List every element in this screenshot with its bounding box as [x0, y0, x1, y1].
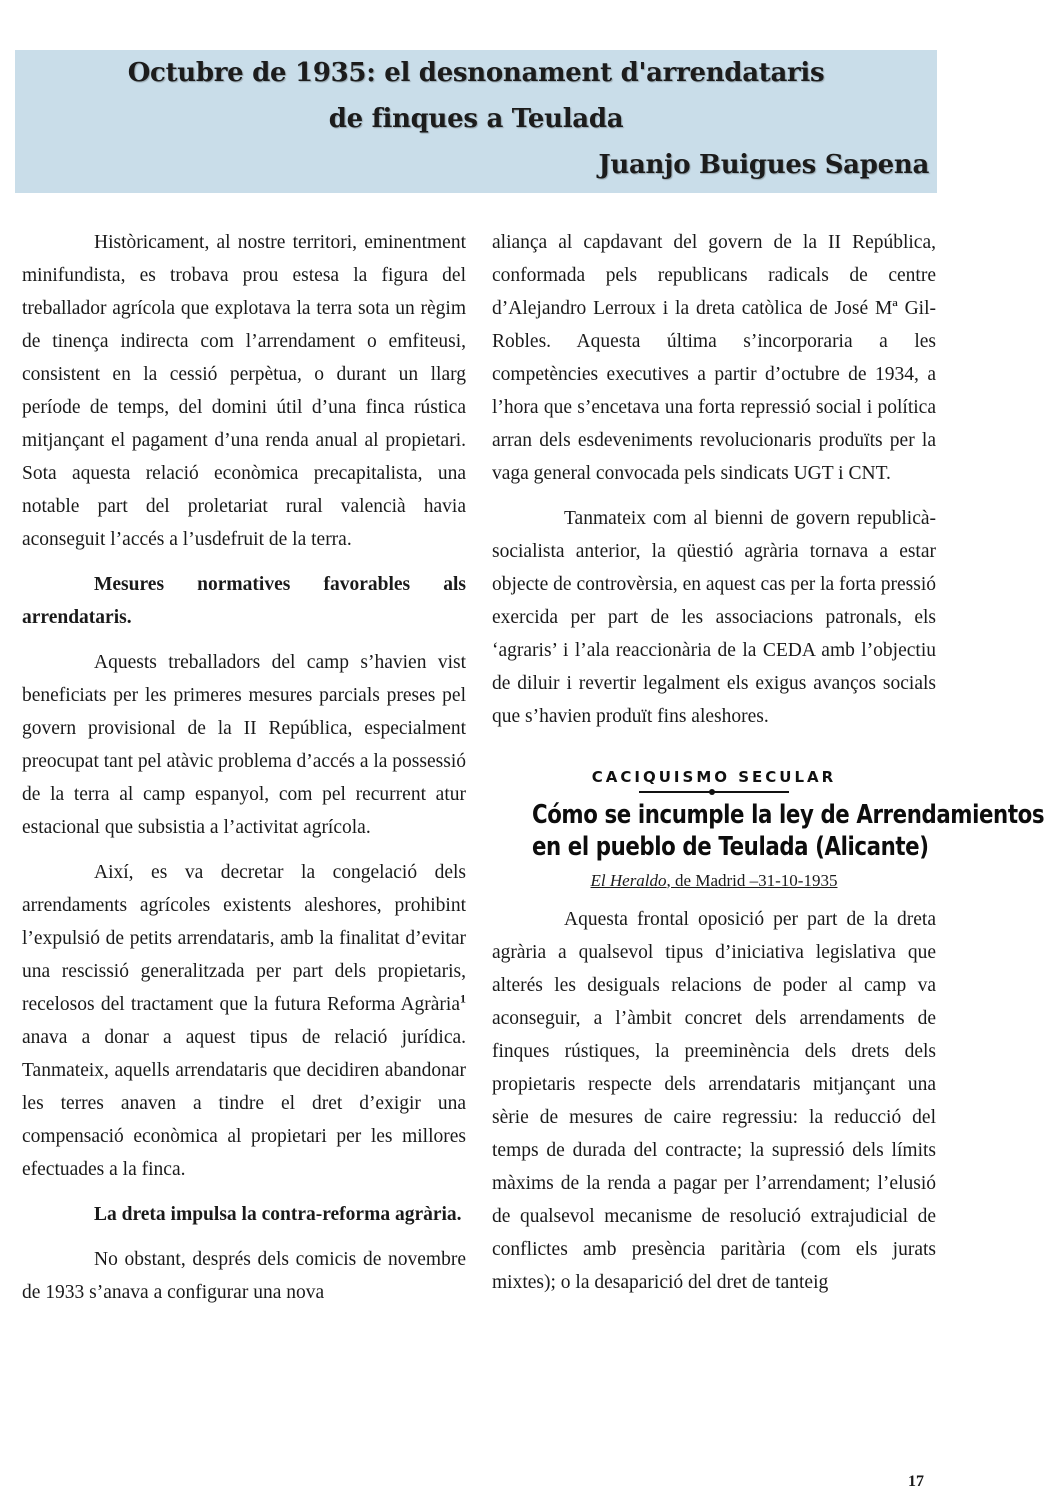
paragraph: Aquesta frontal oposició per part de la dreta agrària a qualsevol tipus d’iniciativa legislativa que alterés les desiguals relacions de poder al camp va aconseguir, a l’àmbit concret dels arrendaments de finques rústiques, la preeminència dels drets dels propietaris respecte dels arrendataris mitjançant una sèrie de mesures de caire regressiu: la reducció del temps de durada del contracte; la supressió dels límits màxims de la renda a pagar per l’arrendament; l’elusió de qualsevol mecanisme de resolució extrajudicial de conflictes amb presència paritària (com els jurats mixtes); o la desaparició del dret de tanteig — [492, 909, 936, 1293]
paragraph: Tanmateix com al bienni de govern republicà-socialista anterior, la qüestió agrària tornava a estar objecte de controvèrsia, en aquest cas per la forta pressió exercida per part de les associacions patronals, els ‘agraris’ i l’ala reaccionària de la CEDA amb l’objectiu de diluir i revertir legalment els exigus avanços socials que s’havien produït fins aleshores. — [492, 508, 936, 727]
footnote-reference: 1 — [460, 991, 466, 1006]
clipping-divider — [639, 791, 789, 793]
clipping-kicker: CACIQUISMO SECULAR — [591, 768, 837, 786]
newspaper-clipping — [492, 767, 1044, 893]
clipping-headline-line-2: en el pueblo de Teulada (Alicante) — [531, 832, 929, 862]
paragraph-text: Així, es va decretar la congelació dels arrendaments agrícoles existents aleshores, prohibint l’expulsió de petits arrendataris, amb la finalitat d’evitar una rescissió generalitzada per part dels propietaris, recelosos del tractament que la futura Reforma Agrària — [22, 862, 466, 1015]
clipping-date: , de Madrid –31-10-1935 — [666, 871, 838, 890]
paragraph: No obstant, després dels comicis de novembre de 1933 s’anava a configurar una nova — [22, 1249, 466, 1303]
clipping-headline-line-1: Cómo se incumple la ley de Arrendamientos — [531, 800, 1044, 830]
paragraph — [22, 856, 466, 1186]
left-column — [22, 226, 466, 1321]
right-column — [492, 226, 1044, 1311]
article-title-line-1: Octubre de 1935: el desnonament d'arrendataris — [127, 58, 825, 88]
clipping-caption — [492, 869, 936, 893]
paragraph: Històricament, al nostre territori, eminentment minifundista, es trobava prou estesa la figura del treballador agrícola que explotava la terra sota un règim de tinença indirecta com l’arrendament o emfiteusi, consistent en la cessió perpètua, o durant un llarg període de temps, del domini útil d’una finca rústica mitjançant el pagament d’una renda anual al propietari. Sota aquesta relació econòmica precapitalista, una notable part del proletariat rural valencià havia aconseguit l’accés a l’usdefruit de la terra. — [22, 232, 466, 550]
section-heading: Mesures normatives favorables als arrendataris. — [22, 574, 466, 628]
paragraph: Aquests treballadors del camp s’havien vist beneficiats per les primeres mesures parcials preses pel govern provisional de la II República, especialment preocupat tant pel atàvic problema d’accés a la possessió de la terra al camp espanyol, com pel recurrent atur estacional que subsistia a l’activitat agrícola. — [22, 652, 466, 838]
article-header — [15, 50, 937, 193]
section-heading: La dreta impulsa la contra-reforma agrària. — [94, 1204, 462, 1225]
page-number: 17 — [908, 1473, 924, 1490]
clipping-source: El Heraldo — [590, 871, 667, 890]
paragraph: aliança al capdavant del govern de la II República, conformada pels republicans radicals de centre d’Alejandro Lerroux i la dreta catòlica de José Mª Gil-Robles. Aquesta última s’incorporaria a les competències executives a partir d’octubre de 1934, a l’hora que s’encetava una forta repressió social i política arran dels esdeveniments revolucionaris produïts per la vaga general convocada pels sindicats UGT i CNT. — [492, 232, 936, 484]
article-author: Juanjo Buigues Sapena — [598, 150, 929, 180]
paragraph-text: anava a donar a aquest tipus de relació jurídica. Tanmateix, aquells arrendataris que decidiren abandonar les terres anaven a tindre el dret d’exigir una compensació econòmica al propietari per les millores efectuades a la finca. — [22, 1027, 466, 1180]
article-title-line-2: de finques a Teulada — [328, 104, 624, 134]
